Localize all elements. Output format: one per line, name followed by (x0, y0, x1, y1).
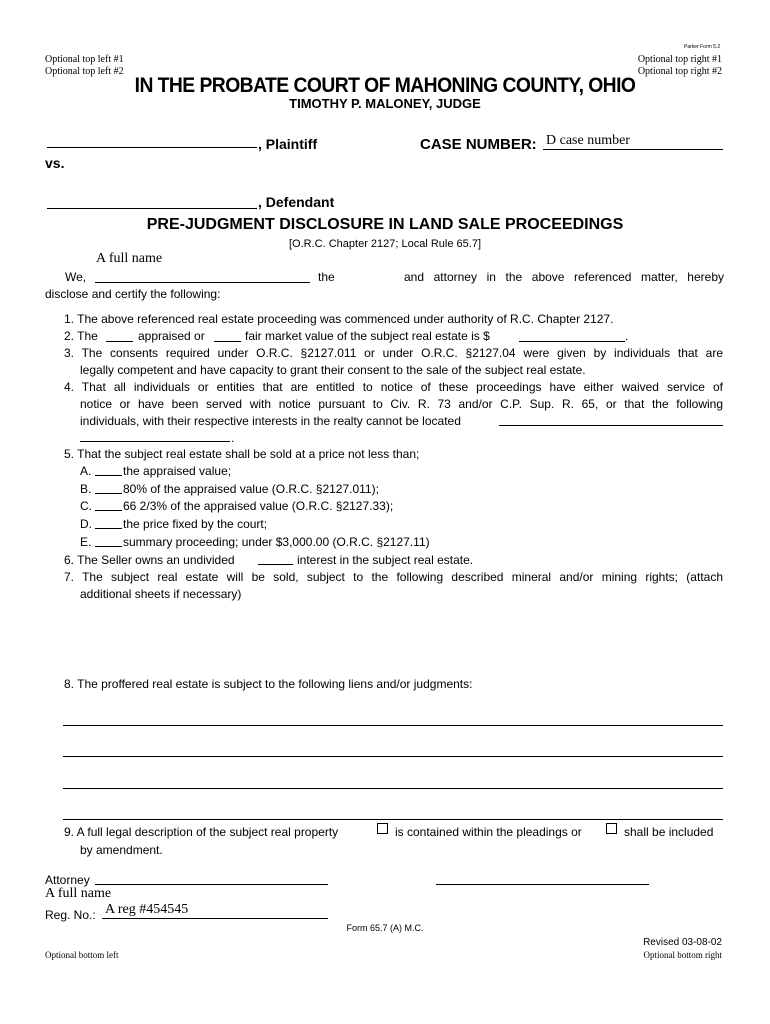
case-number-value[interactable]: D case number (546, 133, 630, 148)
item-4-line-3: individuals, with their respective interests in the realty cannot be located (80, 414, 461, 428)
plaintiff-label: , Plaintiff (258, 136, 318, 152)
amendment-checkbox[interactable] (606, 823, 617, 834)
optional-bottom-right: Optional bottom right (643, 950, 722, 960)
judge-name: TIMOTHY P. MALONEY, JUDGE (289, 96, 481, 111)
court-title: IN THE PROBATE COURT OF MAHONING COUNTY, OHIO (134, 74, 636, 97)
item-4-line-1: 4. That all individuals or entities that are entitled to notice of these proceedings have either waived service of (64, 380, 723, 394)
item-5b-label: B. (80, 482, 92, 496)
item-9-part-c: shall be included (624, 825, 714, 839)
item-5c-label: C. (80, 499, 92, 513)
item-5a-text: the appraised value; (123, 464, 232, 478)
reg-number-value[interactable]: A reg #454545 (105, 902, 189, 917)
liens-line-1[interactable] (63, 725, 723, 726)
item-4-line-2: notice or have been served with notice pursuant to Civ. R. 73 and/or C.P. Sup. R. 65, or that the following (80, 397, 723, 411)
item-5b-blank[interactable] (95, 493, 122, 494)
item-5a-blank[interactable] (95, 475, 122, 476)
intro-name-value[interactable]: A full name (96, 251, 163, 266)
item-5e-blank[interactable] (95, 546, 122, 547)
item-2-part-a: 2. The (64, 329, 98, 343)
item-5: 5. That the subject real estate shall be sold at a price not less than; (64, 447, 420, 461)
item-5d-text: the price fixed by the court; (123, 517, 268, 531)
pleadings-checkbox[interactable] (377, 823, 388, 834)
item-2-value-blank[interactable] (519, 341, 625, 342)
attorney-name-value[interactable]: A full name (45, 886, 112, 901)
item-4-individuals-blank-2[interactable] (80, 441, 230, 442)
intro-rest: and attorney in the above referenced matter, hereby (404, 270, 724, 284)
optional-top-left-1: Optional top left #1 (45, 54, 124, 65)
item-1: 1. The above referenced real estate proceeding was commenced under authority of R.C. Chapter 2127. (64, 312, 614, 326)
item-6-interest-blank[interactable] (258, 564, 293, 565)
defendant-label: , Defendant (258, 194, 335, 210)
attorney-signature-line[interactable] (95, 884, 328, 885)
reg-number-line[interactable] (102, 918, 328, 919)
item-4-individuals-blank-1[interactable] (499, 425, 723, 426)
case-number-label: CASE NUMBER: (420, 136, 537, 153)
document-subtitle: [O.R.C. Chapter 2127; Local Rule 65.7] (289, 238, 481, 250)
form-code: Form 65.7 (A) M.C. (346, 923, 424, 933)
intro-the: the (318, 270, 335, 284)
revised-date: Revised 03-08-02 (643, 937, 722, 948)
intro-name-line[interactable] (95, 282, 310, 283)
case-number-line[interactable] (543, 149, 723, 150)
intro-line2: disclose and certify the following: (45, 287, 221, 301)
item-3-line-2: legally competent and have capacity to grant their consent to the sale of the subject real estate. (80, 363, 586, 377)
item-5b-text: 80% of the appraised value (O.R.C. §2127.011); (123, 482, 379, 496)
item-5d-blank[interactable] (95, 528, 122, 529)
optional-bottom-left: Optional bottom left (45, 950, 119, 960)
item-5e-text: summary proceeding; under $3,000.00 (O.R.C. §2127.11) (123, 535, 430, 549)
item-9-part-b: is contained within the pleadings or (395, 825, 582, 839)
item-2-part-b: appraised or (138, 329, 205, 343)
second-signature-line[interactable] (436, 884, 649, 885)
optional-top-left-2: Optional top left #2 (45, 66, 124, 77)
item-2-appraised-blank[interactable] (106, 341, 133, 342)
plaintiff-line[interactable] (47, 147, 257, 148)
item-7-line-2: additional sheets if necessary) (80, 587, 242, 601)
reg-number-label: Reg. No.: (45, 908, 96, 922)
item-9-part-a: 9. A full legal description of the subject real property (64, 825, 339, 839)
item-5c-blank[interactable] (95, 510, 122, 511)
vs-label: vs. (45, 155, 65, 171)
item-3-line-1: 3. The consents required under O.R.C. §2127.011 or under O.R.C. §2127.04 were given by individuals that are (64, 346, 723, 360)
item-4-period: . (231, 431, 235, 445)
item-2-part-c: fair market value of the subject real estate is $ (245, 329, 490, 343)
liens-line-3[interactable] (63, 788, 723, 789)
item-2-period: . (625, 329, 629, 343)
item-7-line-1: 7. The subject real estate will be sold, subject to the following described mineral and/or mining rights; (attach (64, 570, 723, 584)
optional-top-right-1: Optional top right #1 (637, 54, 722, 65)
item-5c-text: 66 2/3% of the appraised value (O.R.C. §2127.33); (123, 499, 394, 513)
liens-line-4[interactable] (63, 819, 723, 820)
intro-we: We, (65, 270, 87, 284)
attorney-label: Attorney (45, 873, 90, 887)
item-5a-label: A. (80, 464, 92, 478)
item-9-line-2: by amendment. (80, 843, 163, 857)
item-5e-label: E. (80, 535, 92, 549)
form-id-top: Parker Form 5.2 (684, 44, 721, 50)
liens-line-2[interactable] (63, 756, 723, 757)
item-8: 8. The proffered real estate is subject to the following liens and/or judgments: (64, 677, 473, 691)
item-6-part-b: interest in the subject real estate. (297, 553, 474, 567)
document-title: PRE-JUDGMENT DISCLOSURE IN LAND SALE PROCEEDINGS (146, 216, 624, 233)
item-6-part-a: 6. The Seller owns an undivided (64, 553, 235, 567)
defendant-line[interactable] (47, 208, 257, 209)
optional-top-right-2: Optional top right #2 (637, 66, 722, 77)
item-2-fair-market-blank[interactable] (214, 341, 241, 342)
item-5d-label: D. (80, 517, 92, 531)
